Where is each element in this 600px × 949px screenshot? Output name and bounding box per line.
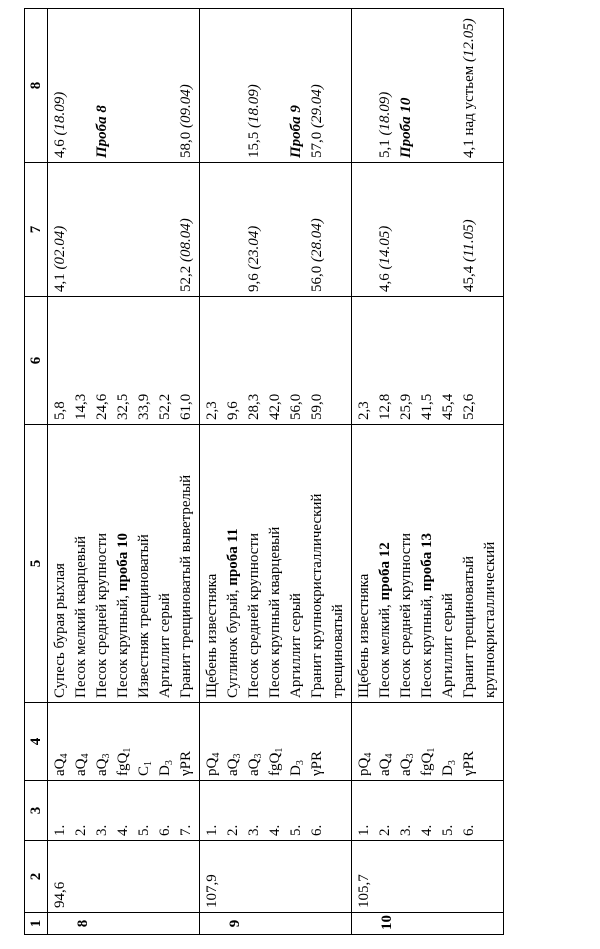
index-base: aQ (94, 758, 110, 776)
lithology-text: Песок мелкий, (377, 600, 393, 698)
lithology-description (202, 429, 223, 698)
water-level-date: (12.05) (461, 18, 477, 62)
index-base: aQ (52, 758, 68, 776)
water-level-date: (18.09) (377, 91, 393, 136)
layer-depth: 5,8 (52, 401, 68, 420)
water-appearance-cell (200, 163, 352, 297)
layer-depth: 32,5 (115, 393, 131, 420)
lithology-text: Суглинок бурый, (225, 585, 241, 698)
geologic-index (134, 707, 155, 776)
layer-depth: 61,0 (178, 393, 194, 420)
water-level (92, 13, 113, 158)
water-level-value: 4,1 над устьем (461, 65, 477, 158)
geologic-index (354, 707, 375, 776)
water-level (202, 13, 223, 158)
water-appearance-date: (11.05) (461, 219, 477, 262)
index-subscript: 1 (143, 760, 154, 766)
water-appearance (286, 167, 307, 292)
water-level (354, 13, 375, 158)
water-level-date: (18.09) (52, 91, 68, 136)
geologic-index (307, 707, 328, 776)
sample-label: проба 10 (115, 532, 131, 592)
lithology-description (438, 429, 459, 698)
layer-number: 1. (204, 824, 220, 836)
index-base: aQ (225, 758, 241, 776)
geologic-index-cell (48, 703, 200, 781)
layer-number: 3. (94, 824, 110, 836)
index-base: D (157, 765, 173, 776)
water-appearance-value: 45,4 (461, 265, 477, 292)
geologic-index (396, 707, 417, 776)
elevation-cell (48, 841, 200, 913)
index-base: aQ (377, 758, 393, 776)
lithology-description (265, 429, 286, 698)
lithology-text: Аргиллит серый (288, 593, 304, 698)
geologic-index (244, 707, 265, 776)
geologic-index (176, 707, 197, 776)
layer-depth: 33,9 (136, 393, 152, 420)
depth-cell (48, 297, 200, 425)
water-level (244, 13, 265, 158)
water-level-value: 4,6 (52, 139, 68, 158)
water-level-value: 58,0 (178, 131, 194, 158)
depth-cell (352, 297, 504, 425)
index-subscript: 3 (295, 760, 306, 766)
header-cell: 6 (25, 297, 48, 425)
lithology-description (375, 429, 396, 698)
water-appearance (265, 167, 286, 292)
well-number-cell (48, 913, 200, 935)
layer-number: 2. (73, 824, 89, 836)
water-level (176, 13, 197, 158)
water-level (286, 13, 307, 158)
water-level-date: (09.04) (178, 84, 194, 128)
water-appearance-date: (08.04) (178, 218, 194, 262)
elevation-cell (200, 841, 352, 913)
lithology-text: Песок мелкий кварцевый (73, 536, 89, 698)
water-appearance-date: (28.04) (309, 218, 325, 262)
index-base: fgQ (419, 752, 435, 776)
well-number-cell (200, 913, 352, 935)
lithology-text: Песок средней крупности (94, 532, 110, 698)
layer-depth: 2,3 (204, 401, 220, 420)
lithology-text: Песок крупный, (419, 591, 435, 698)
layer-number-cell (352, 781, 504, 841)
layer-depth: 41,5 (419, 393, 435, 420)
water-appearance-date: (14.05) (377, 225, 393, 270)
layer-number: 6. (309, 824, 325, 836)
water-appearance-value: 52,2 (178, 265, 194, 292)
water-appearance-cell (48, 163, 200, 297)
layer-number-cell (48, 781, 200, 841)
geologic-index (223, 707, 244, 776)
water-level-cell (352, 9, 504, 163)
layer-depth: 9,6 (225, 401, 241, 420)
index-subscript: 4 (59, 753, 70, 759)
lithology-text: Известняк трещиноватый (136, 534, 152, 698)
layer-depth: 56,0 (288, 393, 304, 420)
sample-label: проба 13 (419, 532, 435, 592)
layer-depth: 42,0 (267, 393, 283, 420)
lithology-text: Щебень известняка (204, 573, 220, 698)
water-appearance-value: 4,1 (52, 273, 68, 292)
layer-number: 3. (398, 824, 414, 836)
lithology-description (244, 429, 265, 698)
water-level (50, 13, 71, 158)
lithology-text: Песок крупный кварцевый (267, 526, 283, 698)
header-cell: 4 (25, 703, 48, 781)
index-base: pQ (204, 757, 220, 776)
water-appearance (113, 167, 134, 292)
water-level (223, 13, 244, 158)
header-cell: 7 (25, 163, 48, 297)
lithology-description (92, 429, 113, 698)
index-subscript: 1 (122, 747, 133, 753)
water-level (417, 13, 438, 158)
header-row (25, 9, 48, 935)
geologic-index (113, 707, 134, 776)
geologic-index (202, 707, 223, 776)
index-base: γPR (178, 751, 194, 776)
lithology-description (459, 429, 501, 698)
layer-number-cell (200, 781, 352, 841)
header-cell: 8 (25, 9, 48, 163)
layer-depth: 24,6 (94, 393, 110, 420)
water-level (71, 13, 92, 158)
layer-number: 5. (136, 824, 152, 836)
water-level (134, 13, 155, 158)
lithology-description (354, 429, 375, 698)
well-number: 8 (75, 919, 91, 928)
water-level-value: 57,0 (309, 131, 325, 158)
lithology-description (417, 429, 438, 698)
index-base: D (288, 765, 304, 776)
lithology-cell (200, 425, 352, 703)
water-level-date: (18.09) (246, 84, 262, 128)
layer-number: 6. (157, 824, 173, 836)
index-subscript: 4 (80, 753, 91, 759)
index-subscript: 3 (405, 753, 416, 759)
geologic-index (375, 707, 396, 776)
layer-depth: 52,6 (461, 393, 477, 420)
header-cell: 1 (25, 913, 48, 935)
geologic-index (155, 707, 176, 776)
index-base: D (440, 765, 456, 776)
geologic-index-cell (352, 703, 504, 781)
water-level-cell (48, 9, 200, 163)
layer-number: 5. (440, 824, 456, 836)
header-cell: 5 (25, 425, 48, 703)
lithology-description (396, 429, 417, 698)
water-level (375, 13, 396, 158)
layer-number: 2. (377, 824, 393, 836)
well-number-cell (352, 913, 504, 935)
lithology-text: Супесь бурая рыхлая (52, 563, 68, 698)
geologic-index (265, 707, 286, 776)
water-level (459, 13, 480, 158)
layer-depth: 25,9 (398, 393, 414, 420)
well-row (352, 9, 504, 935)
geologic-index (438, 707, 459, 776)
well-row (48, 9, 200, 935)
water-appearance (438, 167, 459, 292)
geologic-index (50, 707, 71, 776)
lithology-text: Песок средней крупности (246, 532, 262, 698)
well-number: 10 (379, 915, 395, 930)
lithology-text: Гранит крупнокристаллический трещиноватый (309, 493, 346, 698)
lithology-description (134, 429, 155, 698)
lithology-text: Аргиллит серый (440, 593, 456, 698)
layer-number: 3. (246, 824, 262, 836)
index-subscript: 4 (384, 753, 395, 759)
lithology-text: Песок средней крупности (398, 532, 414, 698)
geologic-index (286, 707, 307, 776)
elevation-value: 107,9 (204, 874, 220, 908)
lithology-text: Гранит трещиноватый выветрелый (178, 474, 194, 698)
index-subscript: 3 (447, 760, 458, 766)
elevation-cell (352, 841, 504, 913)
lithology-description (307, 429, 349, 698)
well-row (200, 9, 352, 935)
index-base: γPR (309, 751, 325, 776)
index-base: aQ (398, 758, 414, 776)
water-level (155, 13, 176, 158)
water-appearance (92, 167, 113, 292)
water-appearance (354, 167, 375, 292)
water-appearance (155, 167, 176, 292)
lithology-cell (48, 425, 200, 703)
sample-tag: Проба 8 (94, 105, 110, 158)
lithology-text: Щебень известняка (356, 573, 372, 698)
index-base: fgQ (115, 752, 131, 776)
lithology-text: Аргиллит серый (157, 593, 173, 698)
index-subscript: 1 (274, 747, 285, 753)
water-level (113, 13, 134, 158)
lithology-description (286, 429, 307, 698)
index-base: fgQ (267, 752, 283, 776)
water-level-cell (200, 9, 352, 163)
layer-depth: 14,3 (73, 393, 89, 420)
elevation-value: 105,7 (356, 874, 372, 908)
water-appearance (71, 167, 92, 292)
water-appearance (459, 167, 480, 292)
layer-depth: 2,3 (356, 401, 372, 420)
index-subscript: 4 (211, 752, 222, 758)
water-appearance-value: 56,0 (309, 265, 325, 292)
water-appearance-value: 9,6 (246, 273, 262, 292)
index-base: γPR (461, 751, 477, 776)
water-appearance (244, 167, 265, 292)
index-subscript: 3 (232, 753, 243, 759)
water-appearance (176, 167, 197, 292)
water-appearance-date: (23.04) (246, 225, 262, 270)
lithology-description (176, 429, 197, 698)
lithology-text: Гранит трещиноватый крупнокристаллический (461, 541, 498, 698)
layer-number: 1. (52, 824, 68, 836)
sample-tag: Проба 10 (398, 97, 414, 158)
geologic-index (71, 707, 92, 776)
water-level-value: 5,1 (377, 139, 393, 158)
layer-depth: 28,3 (246, 393, 262, 420)
lithology-cell (352, 425, 504, 703)
water-appearance (202, 167, 223, 292)
geologic-index (459, 707, 480, 776)
lithology-description (155, 429, 176, 698)
layer-number: 4. (419, 824, 435, 836)
lithology-description (71, 429, 92, 698)
geologic-index (417, 707, 438, 776)
index-subscript: 3 (101, 753, 112, 759)
sample-tag: Проба 9 (288, 105, 304, 158)
header-cell: 2 (25, 841, 48, 913)
geologic-index (92, 707, 113, 776)
index-base: pQ (356, 757, 372, 776)
well-number: 9 (227, 919, 243, 928)
layer-depth: 12,8 (377, 393, 393, 420)
water-appearance (375, 167, 396, 292)
index-subscript: 1 (426, 747, 437, 753)
layer-depth: 45,4 (440, 393, 456, 420)
index-base: C (136, 765, 152, 776)
layer-depth: 52,2 (157, 393, 173, 420)
depth-cell (200, 297, 352, 425)
layer-depth: 59,0 (309, 393, 325, 420)
water-level (307, 13, 328, 158)
index-base: aQ (73, 758, 89, 776)
index-subscript: 3 (253, 753, 264, 759)
water-level (396, 13, 417, 158)
layer-number: 1. (356, 824, 372, 836)
water-appearance (417, 167, 438, 292)
layer-number: 7. (178, 824, 194, 836)
sample-label: проба 12 (377, 542, 393, 601)
water-level (438, 13, 459, 158)
water-level-value: 15,5 (246, 131, 262, 158)
water-level (265, 13, 286, 158)
water-appearance (396, 167, 417, 292)
layer-number: 5. (288, 824, 304, 836)
borehole-table (24, 8, 504, 935)
water-appearance (223, 167, 244, 292)
index-subscript: 3 (164, 760, 175, 766)
lithology-description (223, 429, 244, 698)
geologic-index-cell (200, 703, 352, 781)
index-subscript: 4 (363, 752, 374, 758)
water-appearance-cell (352, 163, 504, 297)
index-base: aQ (246, 758, 262, 776)
water-appearance-value: 4,6 (377, 273, 393, 292)
sample-label: проба 11 (225, 528, 241, 586)
header-cell: 3 (25, 781, 48, 841)
layer-number: 2. (225, 824, 241, 836)
water-appearance (307, 167, 328, 292)
layer-number: 4. (115, 824, 131, 836)
layer-number: 4. (267, 824, 283, 836)
water-level-date: (29.04) (309, 84, 325, 128)
lithology-description (50, 429, 71, 698)
layer-number: 6. (461, 824, 477, 836)
elevation-value: 94,6 (52, 881, 68, 908)
lithology-description (113, 429, 134, 698)
lithology-text: Песок крупный, (115, 591, 131, 698)
water-appearance (50, 167, 71, 292)
water-appearance (134, 167, 155, 292)
water-appearance-date: (02.04) (52, 225, 68, 270)
